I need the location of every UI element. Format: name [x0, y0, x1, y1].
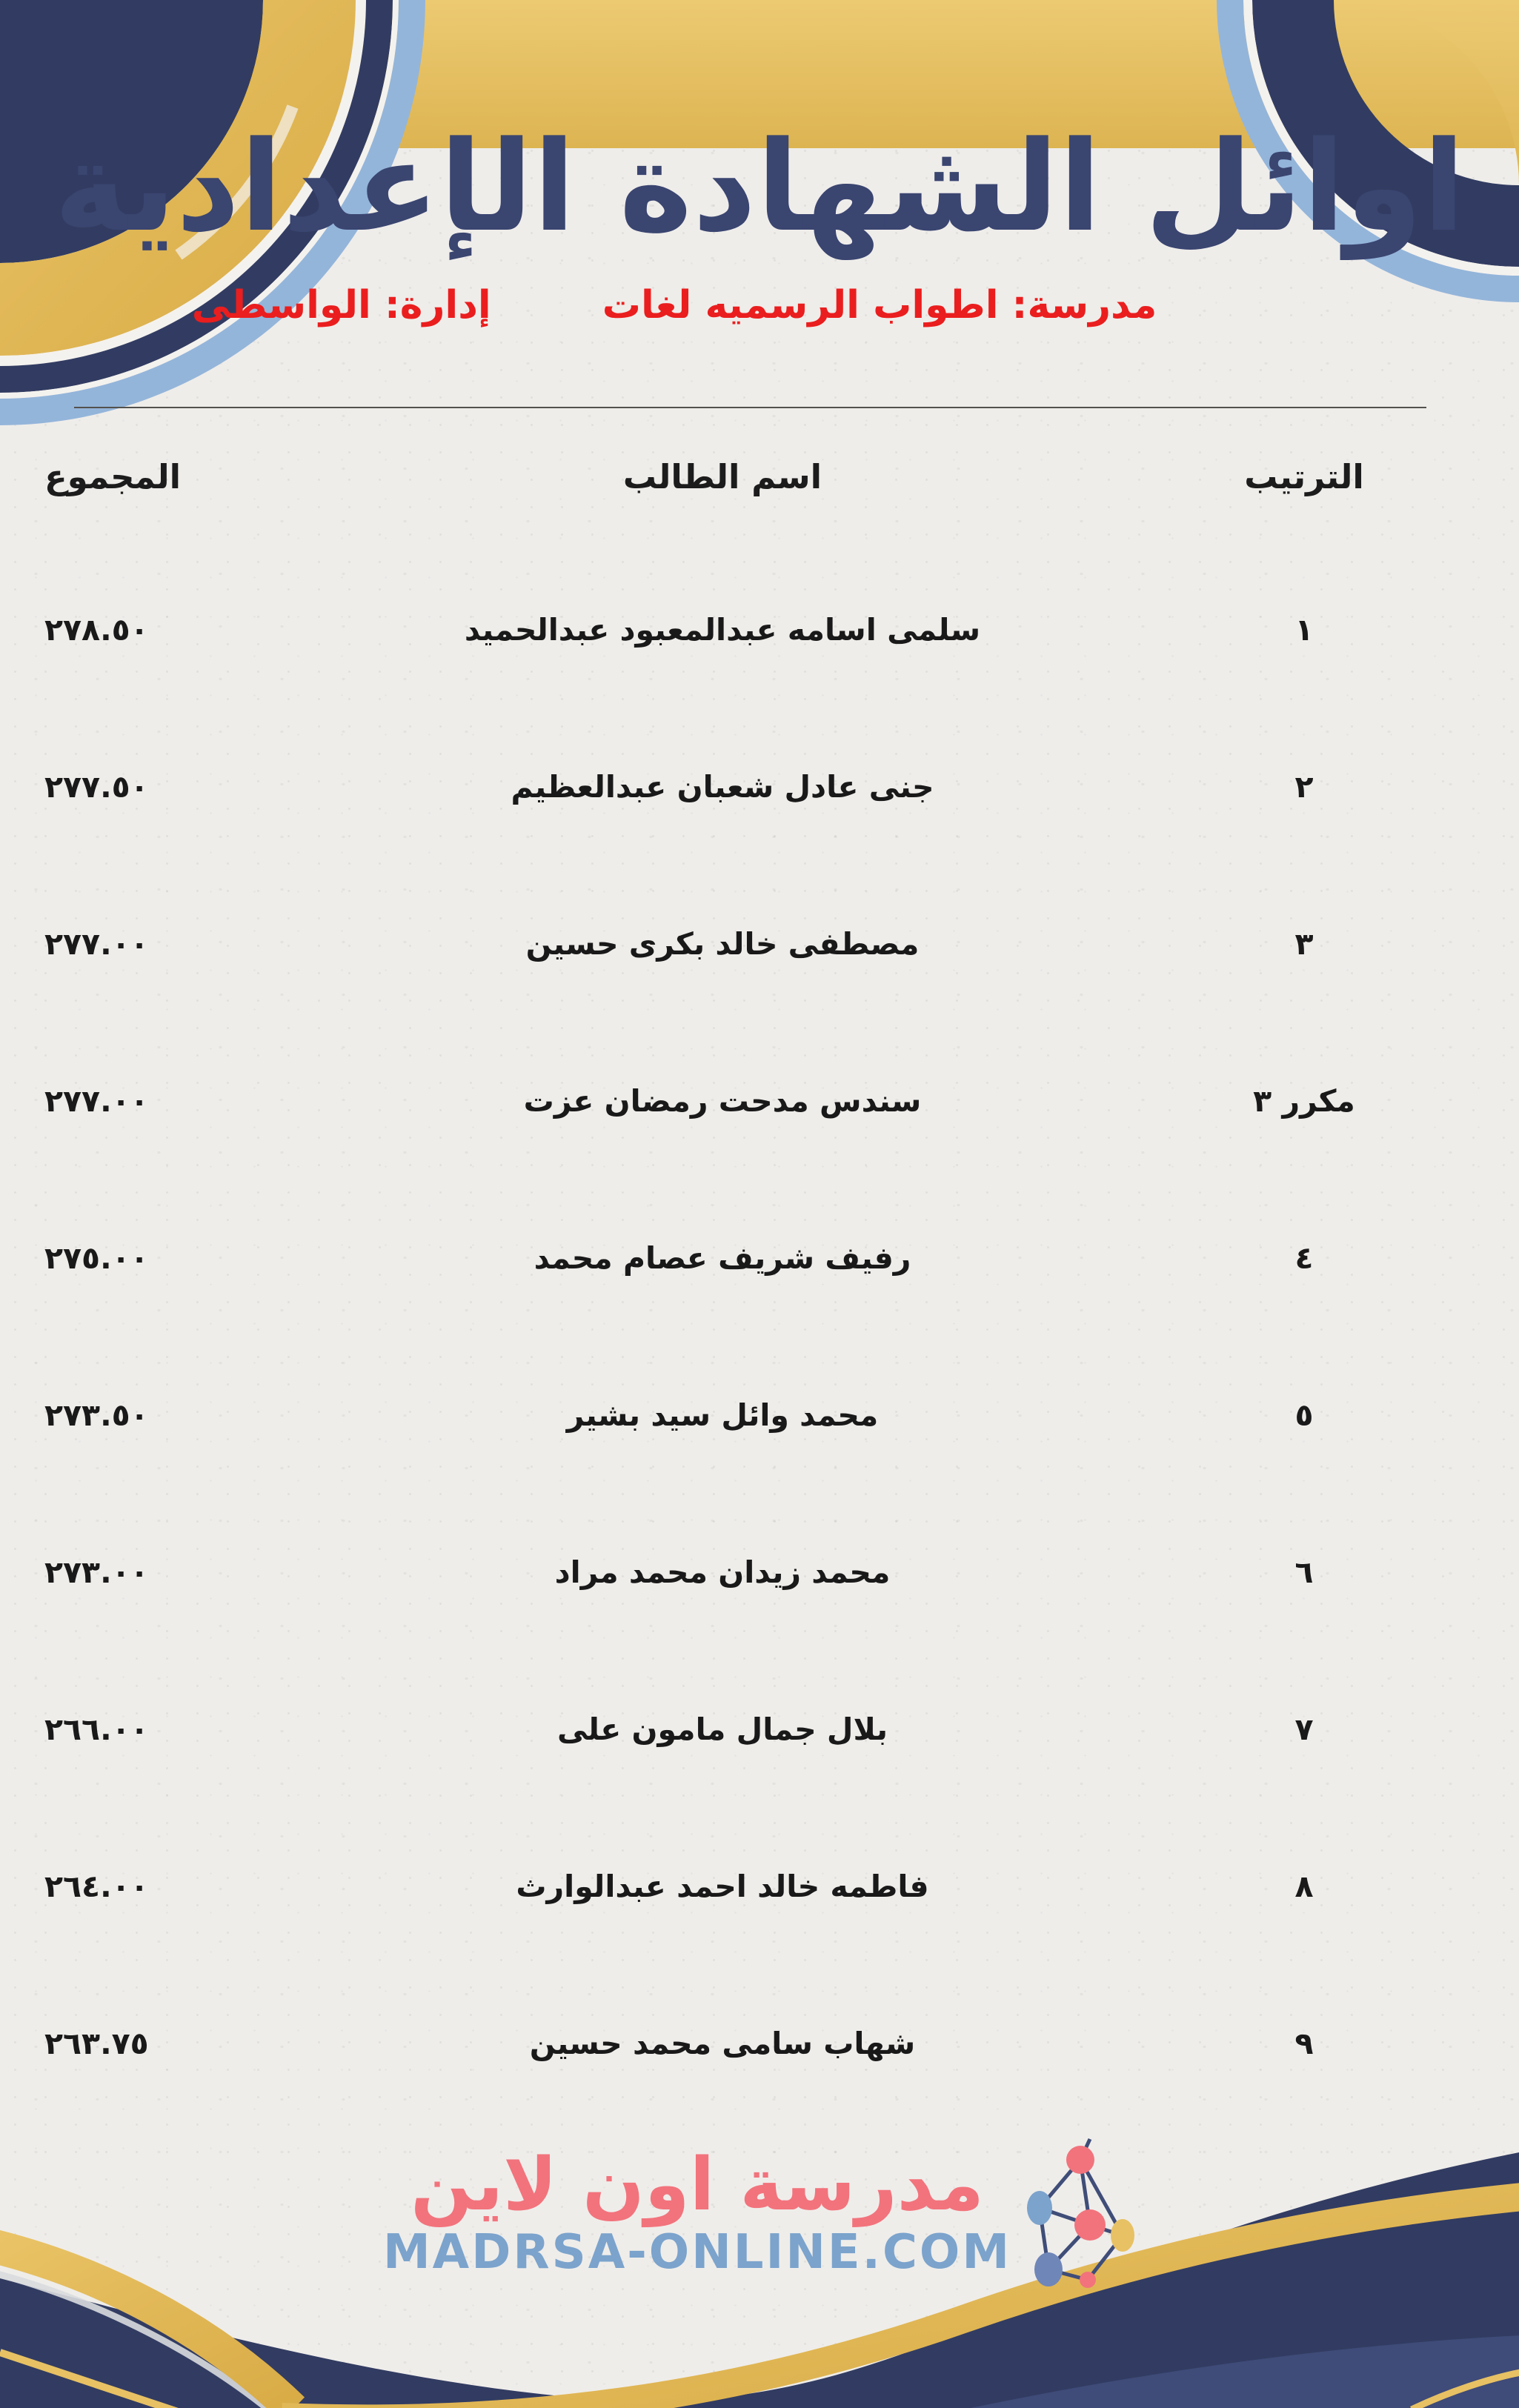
- rank-cell: مكرر ٣: [1253, 1083, 1355, 1119]
- total-cell: ٢٧٣.٠٠: [44, 1554, 149, 1590]
- column-header-rank: الترتيب: [1244, 456, 1364, 496]
- logo-domain-text: MADRSA-ONLINE.COM: [382, 2224, 1012, 2280]
- total-cell: ٢٧٧.٥٠: [44, 769, 149, 805]
- logo-texts: [382, 2143, 1012, 2280]
- student-name-cell: سندس مدحت رمضان عزت: [523, 1083, 922, 1119]
- table-row: [44, 551, 1400, 708]
- table-row: [44, 1022, 1400, 1180]
- table-row: [44, 865, 1400, 1022]
- school-info-line: [0, 283, 1434, 327]
- column-header-name: اسم الطالب: [622, 456, 822, 496]
- student-name-cell: محمد وائل سيد بشير: [566, 1397, 879, 1433]
- rank-cell: ٨: [1294, 1869, 1314, 1904]
- network-molecule-icon: [1025, 2138, 1136, 2289]
- logo-arabic-text: مدرسة اون لاين: [411, 2143, 984, 2228]
- results-table: [0, 428, 1519, 2122]
- total-cell: ٢٧٨.٥٠: [44, 612, 149, 648]
- total-cell: ٢٦٤.٠٠: [44, 1869, 149, 1904]
- table-row: [44, 1651, 1400, 1808]
- student-name-cell: مصطفى خالد بكرى حسين: [525, 926, 920, 962]
- page-title: اوائل الشهادة الإعدادية: [53, 114, 1466, 259]
- student-name-cell: رفيف شريف عصام محمد: [534, 1240, 911, 1276]
- table-row: [44, 708, 1400, 865]
- total-cell: ٢٦٦.٠٠: [44, 1712, 149, 1747]
- total-cell: ٢٧٧.٠٠: [44, 926, 149, 962]
- table-row: [44, 1808, 1400, 1965]
- rank-cell: ٩: [1294, 2026, 1314, 2061]
- total-cell: ٢٧٣.٥٠: [44, 1397, 149, 1433]
- table-row: [44, 1180, 1400, 1337]
- school-name-label: مدرسة: اطواب الرسميه لغات: [602, 283, 1157, 327]
- rank-cell: ٧: [1294, 1712, 1314, 1747]
- table-row: [44, 1494, 1400, 1651]
- site-logo: [383, 2138, 1136, 2289]
- header-divider: [74, 407, 1426, 408]
- rank-cell: ٤: [1294, 1240, 1314, 1276]
- table-row: [44, 1965, 1400, 2122]
- admin-name-label: إدارة: الواسطى: [191, 283, 491, 327]
- rank-cell: ٥: [1294, 1397, 1314, 1433]
- student-name-cell: سلمى اسامه عبدالمعبود عبدالحميد: [464, 612, 981, 648]
- total-cell: ٢٦٣.٧٥: [44, 2026, 149, 2061]
- rank-cell: ٦: [1294, 1554, 1314, 1590]
- table-header-row: [44, 428, 1400, 525]
- rank-cell: ٣: [1294, 926, 1314, 962]
- student-name-cell: بلال جمال مامون على: [556, 1712, 888, 1747]
- total-cell: ٢٧٥.٠٠: [44, 1240, 149, 1276]
- rank-cell: ٢: [1294, 769, 1314, 805]
- rank-cell: ١: [1294, 612, 1314, 648]
- student-name-cell: شهاب سامى محمد حسين: [529, 2026, 916, 2061]
- student-name-cell: محمد زيدان محمد مراد: [554, 1554, 891, 1590]
- total-cell: ٢٧٧.٠٠: [44, 1083, 149, 1119]
- results-table-body: [44, 551, 1400, 2122]
- column-header-total: المجموع: [44, 456, 182, 496]
- student-name-cell: جنى عادل شعبان عبدالعظيم: [511, 769, 934, 805]
- student-name-cell: فاطمه خالد احمد عبدالوارث: [516, 1869, 929, 1904]
- table-row: [44, 1337, 1400, 1494]
